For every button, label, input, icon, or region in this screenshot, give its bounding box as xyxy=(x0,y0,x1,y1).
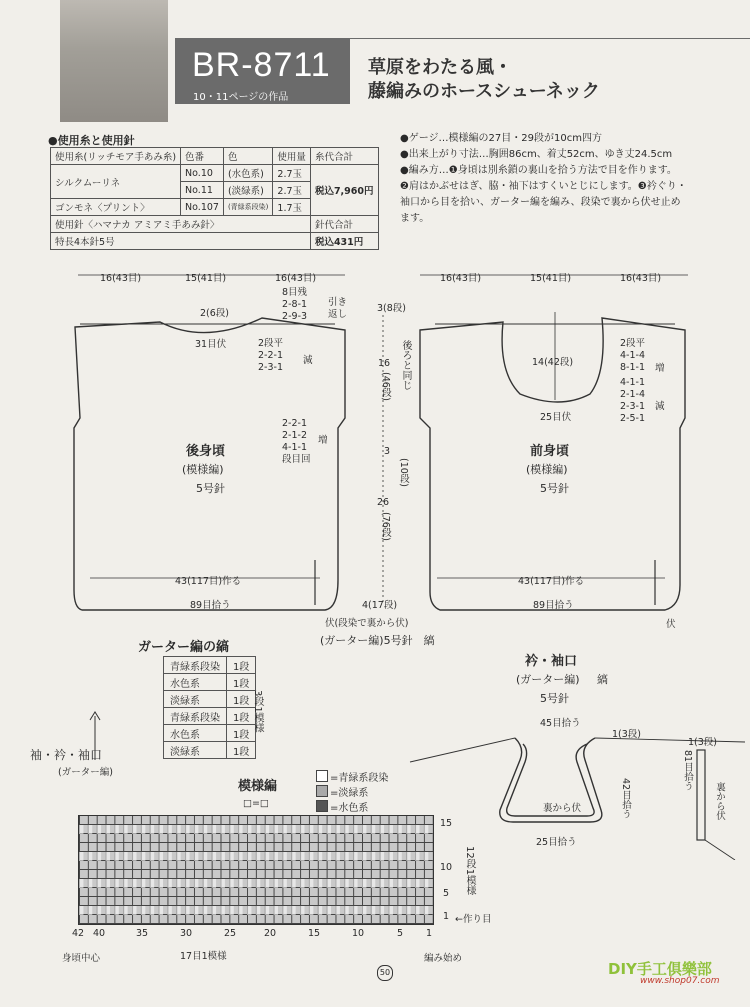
inc-step: 8-1-1 xyxy=(620,362,645,373)
needle-total: 税込431円 xyxy=(310,233,378,250)
yarn-qty: 2.7玉 xyxy=(273,165,311,182)
back-dim-right: 16(43目) xyxy=(275,273,317,284)
yarn-number: No.107 xyxy=(181,199,224,216)
note-method: ❷肩はかぶせはぎ、脇・袖下はすくいとじにします。❸衿ぐり・ xyxy=(400,181,687,192)
front-increases xyxy=(620,338,645,374)
x-tick: 42 xyxy=(72,928,85,939)
swatch-dark-icon xyxy=(316,800,328,812)
front-decreases xyxy=(620,377,645,425)
inc-step: 4-1-4 xyxy=(620,350,645,361)
stripe-rows: 1段 xyxy=(227,708,256,725)
chart-row xyxy=(79,852,433,861)
x-tick: 1 xyxy=(426,928,433,939)
stripe-color: 淡緑系 xyxy=(164,742,227,759)
collar-bind: 裏から伏 xyxy=(543,803,582,814)
front-dim-left: 16(43目) xyxy=(440,273,482,284)
legend-text: =水色系 xyxy=(330,803,369,814)
note-method: ●編み方…❶身頃は別糸鎖の裏山を拾う方法で目を作ります。 xyxy=(400,165,677,176)
stripe-color: 青緑系段染 xyxy=(164,657,227,674)
stripe-applies-to: 袖・衿・袖口 xyxy=(30,748,103,762)
inc-step: 2段平 xyxy=(620,338,646,349)
pattern-title: 模様編 xyxy=(238,779,278,794)
yarn-color: (青緑系段染) xyxy=(223,199,272,216)
legend-item xyxy=(316,785,388,800)
stripe-rows: 1段 xyxy=(227,725,256,742)
pattern-chart xyxy=(78,815,434,925)
dim-hem: 4(17段) xyxy=(362,600,398,611)
stripe-color: 青緑系段染 xyxy=(164,708,227,725)
dec-step: 2-8-1 xyxy=(282,299,308,310)
back-neck-decreases xyxy=(282,287,307,323)
dec-step: 2-9-3 xyxy=(282,311,308,322)
front-cast-on: 43(117目)作る xyxy=(518,576,585,587)
swatch-gray-icon xyxy=(316,785,328,797)
yarn-name: ゴンモネ〈プリント〉 xyxy=(51,199,181,216)
yarn-number: No.10 xyxy=(181,165,224,182)
dim-side: 3 xyxy=(384,446,391,457)
inc-step: 段目回 xyxy=(282,454,311,465)
yarn-qty: 1.7玉 xyxy=(273,199,311,216)
stripe-rows: 1段 xyxy=(227,657,256,674)
materials-heading: ●使用糸と使用針 xyxy=(48,134,135,147)
front-dim-right: 16(43目) xyxy=(620,273,662,284)
collar-side-pick: 42目拾う xyxy=(620,778,631,819)
collar-stripe: 縞 xyxy=(597,673,608,686)
row-repeat: 12段1模様 xyxy=(464,846,475,896)
yarn-number: No.11 xyxy=(181,182,224,199)
stripe-rows: 1段 xyxy=(227,742,256,759)
pattern-key: □=□ xyxy=(243,798,269,809)
inc-step: 2-1-2 xyxy=(282,430,307,441)
cuff-rows: 1(3段) xyxy=(688,737,718,748)
cuff-pick: 81目拾う xyxy=(682,750,693,791)
x-tick: 35 xyxy=(136,928,149,939)
dec-step: 2-3-1 xyxy=(258,362,283,373)
back-pickup: 89目拾う xyxy=(190,600,231,611)
x-tick: 15 xyxy=(308,928,321,939)
garment-diagram xyxy=(0,260,750,640)
dim-shoulder-rows: 3(8段) xyxy=(377,303,407,314)
dim-armhole: 16 xyxy=(378,358,391,369)
stripe-rows: 1段 xyxy=(227,691,256,708)
knit-start: 編み始め xyxy=(424,953,463,964)
back-dim-left: 16(43目) xyxy=(100,273,142,284)
back-neck-bind: 31目伏 xyxy=(195,339,227,350)
site-logo: DIY手工俱樂部 xyxy=(608,960,712,978)
dim-body-rows: (76段) xyxy=(380,512,391,542)
back-neck-depth: 2(6段) xyxy=(200,308,230,319)
garter-stripe-title: ガーター編の縞 xyxy=(138,640,230,655)
x-tick: 30 xyxy=(180,928,193,939)
dec-step: 2-3-1 xyxy=(620,401,645,412)
yarn-total: 税込7,960円 xyxy=(310,165,378,216)
front-body-stitch: (模様編) xyxy=(526,463,568,476)
stitch-repeat: 17目1模様 xyxy=(180,951,227,962)
back-shoulder-note: 減 xyxy=(303,355,313,366)
stripe-direction-arrow xyxy=(85,710,105,762)
legend-text: =淡緑系 xyxy=(330,788,369,799)
note-gauge: ●ゲージ…模様編の27目・29段が10cm四方 xyxy=(400,133,602,144)
collar-title: 衿・袖口 xyxy=(525,654,578,669)
col-total: 糸代合計 xyxy=(310,148,378,165)
back-cast-on: 43(117目)作る xyxy=(175,576,242,587)
stripe-color: 淡緑系 xyxy=(164,691,227,708)
back-dim-mid: 15(41目) xyxy=(185,273,227,284)
front-neck-depth: 14(42段) xyxy=(532,357,574,368)
back-shoulder-decreases xyxy=(258,338,283,374)
needle-total-heading: 針代合計 xyxy=(310,216,378,233)
title-rule xyxy=(350,38,750,39)
legend-item xyxy=(316,770,388,785)
dim-armhole-rows: (46段) xyxy=(380,372,391,402)
garter-stripe-table xyxy=(163,656,256,759)
hem-bind-note: 伏(段染で裏から伏) xyxy=(325,618,409,629)
pattern-title xyxy=(368,56,600,104)
front-dec-note: 減 xyxy=(655,401,665,412)
front-body-needle: 5号針 xyxy=(540,482,569,495)
stripe-applies-stitch: (ガーター編) xyxy=(58,767,113,778)
collar-top-pick: 45目拾う xyxy=(540,718,581,729)
collar-stitch: (ガーター編) xyxy=(516,673,580,686)
inc-step: 4-1-1 xyxy=(282,442,307,453)
col-number: 色番 xyxy=(181,148,224,165)
body-center: 身頃中心 xyxy=(62,953,101,964)
dec-step: 2-5-1 xyxy=(620,413,645,424)
x-tick: 5 xyxy=(397,928,404,939)
collar-needle: 5号針 xyxy=(540,692,569,705)
y-tick: 10 xyxy=(440,862,453,873)
front-inc-note: 増 xyxy=(655,363,665,374)
inc-step: 2-2-1 xyxy=(282,418,307,429)
dec-step: 2段平 xyxy=(258,338,284,349)
chart-row xyxy=(79,906,433,915)
back-body-title: 後身頃 xyxy=(186,444,226,459)
note-size: ●出来上がり寸法…胸囲86cm、着丈52cm、ゆき丈24.5cm xyxy=(400,149,673,160)
back-body-needle: 5号針 xyxy=(196,482,225,495)
pattern-code: BR-8711 xyxy=(192,46,331,84)
back-body-stitch: (模様編) xyxy=(182,463,224,476)
back-side-increases xyxy=(282,418,311,466)
yarn-name: シルクムーリネ xyxy=(51,165,181,199)
same-as-back-note: 後ろと同じ xyxy=(400,340,411,390)
stripe-rows: 1段 xyxy=(227,674,256,691)
y-tick: 5 xyxy=(443,888,450,899)
x-tick: 25 xyxy=(224,928,237,939)
chart-row xyxy=(79,879,433,888)
page-number: 50 xyxy=(377,965,393,981)
back-neck-note: 引き返し xyxy=(328,297,348,320)
pattern-legend xyxy=(316,770,388,815)
materials-table xyxy=(50,147,379,250)
front-pickup: 89目拾う xyxy=(533,600,574,611)
swatch-white-icon xyxy=(316,770,328,782)
stripe-repeat: 3段1模様 xyxy=(252,690,263,733)
front-body-title: 前身頃 xyxy=(530,444,570,459)
stripe-color: 水色系 xyxy=(164,725,227,742)
dec-step: 2-2-1 xyxy=(258,350,283,361)
x-tick: 10 xyxy=(352,928,365,939)
col-yarn: 使用糸(リッチモア手あみ糸) xyxy=(51,148,181,165)
front-bind: 伏 xyxy=(666,619,676,630)
cuff-bind: 裏から伏 xyxy=(714,782,725,820)
yarn-color: (水色系) xyxy=(223,165,272,182)
back-side-note: 増 xyxy=(318,435,328,446)
collar-rows: 1(3段) xyxy=(612,729,642,740)
stripe-color: 水色系 xyxy=(164,674,227,691)
legend-item xyxy=(316,800,388,815)
yarn-qty: 2.7玉 xyxy=(273,182,311,199)
note-method: 袖口から目を拾い、ガーター編を編み、段染で裏から伏せ止め xyxy=(400,197,681,208)
front-neck-bind: 25目伏 xyxy=(540,412,572,423)
hem-garter-note: (ガーター編)5号針 縞 xyxy=(320,634,435,647)
front-dim-mid: 15(41目) xyxy=(530,273,572,284)
instructions xyxy=(400,131,745,227)
cast-on-row: ←作り目 xyxy=(455,914,492,925)
site-url: www.shop07.com xyxy=(640,976,720,986)
legend-text: =青緑系段染 xyxy=(330,773,389,784)
title-line-1: 草原をわたる風・ xyxy=(368,57,512,78)
model-photo xyxy=(60,0,168,122)
x-tick: 20 xyxy=(264,928,277,939)
needle-spec: 特長4本針5号 xyxy=(51,233,311,250)
y-tick: 1 xyxy=(443,911,450,922)
col-qty: 使用量 xyxy=(273,148,311,165)
note-method: ます。 xyxy=(400,213,430,224)
dec-step: 8目残 xyxy=(282,287,308,298)
title-line-2: 藤編みのホースシューネック xyxy=(368,81,600,102)
yarn-color: (淡緑系) xyxy=(223,182,272,199)
x-tick: 40 xyxy=(93,928,106,939)
dec-step: 2-1-4 xyxy=(620,389,645,400)
page-reference: 10・11ページの作品 xyxy=(193,92,289,103)
dim-body: 26 xyxy=(377,497,390,508)
needle-heading: 使用針〈ハマナカ アミアミ手あみ針〉 xyxy=(51,216,311,233)
dec-step: 4-1-1 xyxy=(620,377,645,388)
chart-row xyxy=(79,825,433,834)
y-tick: 15 xyxy=(440,818,453,829)
dim-side-rows: (10段) xyxy=(398,458,409,488)
col-color: 色 xyxy=(223,148,272,165)
collar-bottom-pick: 25目拾う xyxy=(536,837,577,848)
